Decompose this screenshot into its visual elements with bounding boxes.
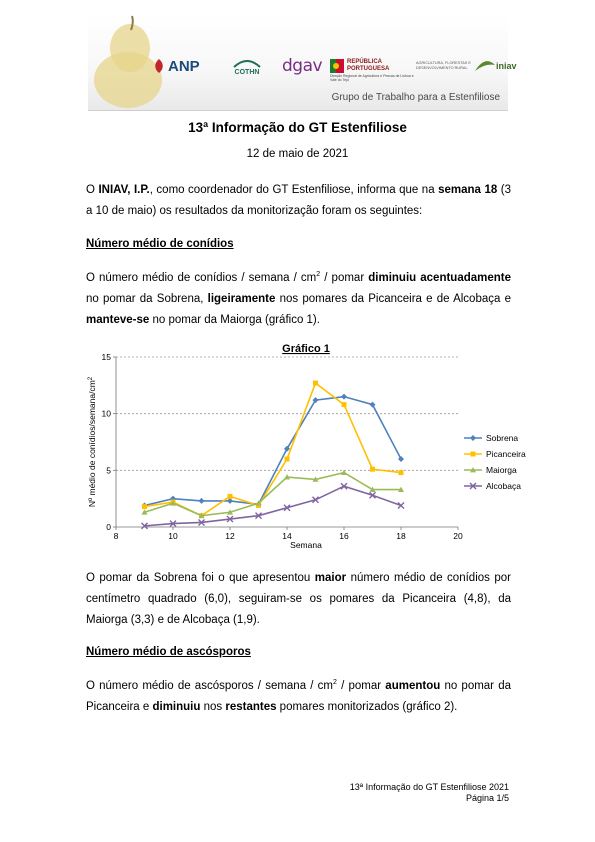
chart-axes bbox=[102, 352, 463, 541]
data-point bbox=[228, 494, 233, 499]
data-point bbox=[285, 457, 290, 462]
series-line-maiorga bbox=[145, 473, 402, 516]
partner-logos bbox=[152, 50, 517, 86]
heading-conidios: Número médio de conídios bbox=[86, 238, 234, 250]
anp-logo-text: ANP bbox=[168, 57, 200, 75]
chart-xlabel: Semana bbox=[290, 540, 322, 550]
intro-text-3: (3 a 10 de maio) os resultados da monitorização foram os seguintes: bbox=[86, 184, 512, 217]
chart-series bbox=[142, 381, 405, 529]
chart-grafico-1 bbox=[84, 340, 526, 555]
intro-text-1: O bbox=[86, 184, 99, 196]
p3-text-d: nos bbox=[200, 701, 226, 713]
heading-ascosporos: Número médio de ascósporos bbox=[86, 646, 251, 658]
document-title: 13ª Informação do GT Estenfiliose bbox=[188, 120, 407, 135]
legend-label: Picanceira bbox=[486, 449, 526, 459]
x-tick-label: 16 bbox=[339, 531, 349, 541]
p1-sup: 2 bbox=[316, 271, 321, 279]
p2-text-a: O pomar da Sobrena foi o que apresentou bbox=[86, 572, 315, 584]
cothn-logo-text: COTHN bbox=[234, 68, 260, 76]
p1-bold-manteve: manteve-se bbox=[86, 314, 150, 326]
chart-legend bbox=[464, 433, 526, 491]
republica-portuguesa-logo bbox=[330, 50, 416, 82]
x-tick-label: 18 bbox=[396, 531, 406, 541]
iniav-logo-text: iniav bbox=[496, 61, 517, 71]
data-point bbox=[398, 456, 404, 462]
agricultura-logo bbox=[416, 50, 472, 82]
p1-text-a: O número médio de conídios / semana / cm bbox=[86, 272, 317, 284]
data-point bbox=[199, 498, 205, 504]
page-footer bbox=[350, 782, 509, 804]
x-tick-label: 14 bbox=[282, 531, 292, 541]
flag-emblem-icon bbox=[330, 59, 344, 73]
x-tick-label: 8 bbox=[113, 531, 119, 541]
p1-bold-ligeiramente: ligeiramente bbox=[207, 293, 276, 305]
y-tick-label: 10 bbox=[101, 408, 111, 419]
p3-sup: 2 bbox=[333, 679, 337, 687]
agricultura-logo-text: AGRICULTURA, FLORESTAS E DESENVOLVIMENTO RURAL bbox=[416, 61, 471, 70]
intro-paragraph bbox=[86, 180, 511, 222]
sobrena-paragraph bbox=[86, 568, 511, 631]
p3-bold-aumentou: aumentou bbox=[385, 680, 441, 692]
legend-label: Sobrena bbox=[486, 433, 519, 443]
chart-gridlines bbox=[116, 357, 458, 470]
republica-subtitle: Direção Regional de Agricultura e Pescas de Lisboa e Vale do Tejo bbox=[330, 74, 414, 82]
ascosporos-paragraph bbox=[86, 676, 511, 718]
conidios-paragraph bbox=[86, 268, 511, 331]
chart-ylabel bbox=[87, 376, 97, 507]
cothn-mark-icon bbox=[232, 57, 262, 69]
chart-title: Gráfico 1 bbox=[282, 343, 330, 355]
iniav-leaf-icon bbox=[474, 59, 496, 73]
y-tick-label: 0 bbox=[106, 522, 111, 532]
chart-ylabel-sup: 2 bbox=[88, 376, 94, 381]
legend-marker bbox=[470, 435, 476, 441]
y-tick-label: 5 bbox=[106, 465, 111, 476]
intro-bold-iniav: INIAV, I.P. bbox=[98, 184, 150, 196]
series-line-picanceira bbox=[145, 383, 402, 516]
legend-label: Alcobaça bbox=[486, 481, 521, 491]
p1-text-b: / pomar bbox=[320, 272, 369, 284]
p3-bold-diminuiu: diminuiu bbox=[152, 701, 201, 713]
dgav-logo bbox=[282, 50, 328, 82]
x-tick-label: 12 bbox=[225, 531, 235, 541]
document-date: 12 de maio de 2021 bbox=[246, 148, 349, 160]
p3-text-c: no pomar da Picanceira e bbox=[86, 680, 511, 713]
anp-mark-icon bbox=[152, 58, 166, 74]
intro-bold-semana: semana 18 bbox=[438, 184, 498, 196]
p1-text-d: nos pomares da Picanceira e de Alcobaça e bbox=[275, 293, 511, 305]
p2-bold-maior: maior bbox=[314, 572, 347, 584]
chart-ylabel-text: Nº médio de conídios/semana/cm bbox=[87, 380, 97, 508]
x-tick-label: 20 bbox=[453, 531, 463, 541]
p1-bold-diminuiu: diminuiu acentuadamente bbox=[368, 272, 512, 284]
p1-text-e: no pomar da Maiorga (gráfico 1). bbox=[149, 314, 320, 326]
data-point bbox=[341, 394, 347, 400]
intro-text-2: , como coordenador do GT Estenfiliose, informa que na bbox=[149, 184, 439, 196]
data-point bbox=[370, 402, 376, 408]
p2-text-b: número médio de conídios por centímetro quadrado (6,0), seguiram-se os pomares da Picanceira (4,8), da Maiorga (3,3) e de Alcobaça (1,9). bbox=[86, 572, 511, 626]
p3-text-e: pomares monitorizados (gráfico 2). bbox=[276, 701, 458, 713]
anp-logo bbox=[152, 50, 214, 82]
footer-doc-title: 13ª Informação do GT Estenfiliose 2021 bbox=[349, 782, 509, 792]
data-point bbox=[313, 381, 318, 386]
group-name: Grupo de Trabalho para a Estenfiliose bbox=[331, 92, 500, 103]
y-tick-label: 15 bbox=[101, 352, 111, 362]
dgav-logo-text: dgav bbox=[282, 56, 323, 76]
data-point bbox=[142, 504, 147, 509]
line-chart bbox=[84, 340, 526, 555]
p1-text-c: no pomar da Sobrena, bbox=[86, 293, 208, 305]
republica-line1: REPÚBLICA bbox=[347, 59, 383, 65]
legend-label: Maiorga bbox=[486, 465, 517, 475]
data-point bbox=[399, 470, 404, 475]
data-point bbox=[342, 402, 347, 407]
header-banner bbox=[88, 14, 517, 111]
p3-bold-restantes: restantes bbox=[225, 701, 277, 713]
republica-line2: PORTUGUESA bbox=[347, 66, 390, 72]
iniav-logo bbox=[474, 50, 520, 82]
p3-text-b: / pomar bbox=[336, 680, 386, 692]
x-tick-label: 10 bbox=[168, 531, 178, 541]
footer-page-number: Página 1/5 bbox=[465, 793, 509, 803]
p3-text-a: O número médio de ascósporos / semana / cm bbox=[86, 680, 334, 692]
cothn-logo bbox=[218, 50, 276, 82]
legend-marker bbox=[471, 452, 476, 457]
data-point bbox=[370, 467, 375, 472]
